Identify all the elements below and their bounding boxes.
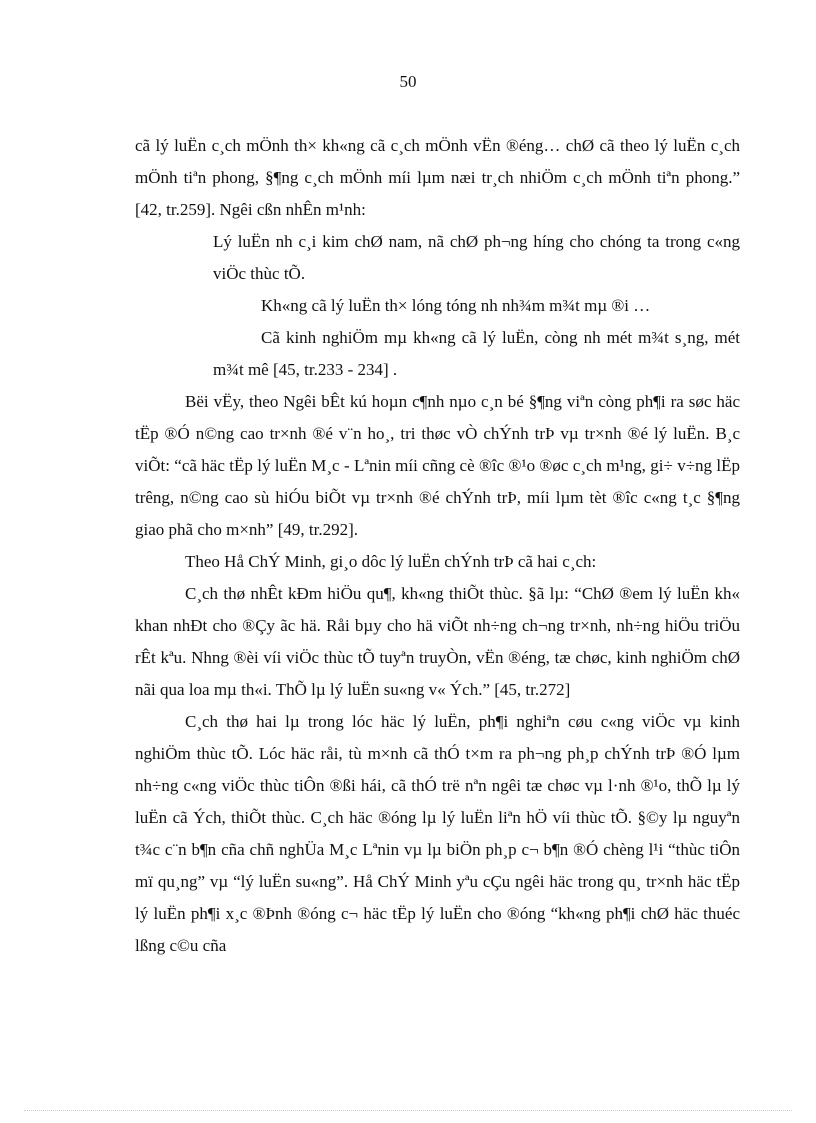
page-number: 50 — [399, 72, 417, 91]
quote-line-3: Cã kinh nghiÖm mµ kh«ng cã lý luËn, còng nh mét m¾t s¸ng, mét m¾t mê [45, tr.233 - 234] . — [213, 328, 740, 379]
paragraph-5: C¸ch thø hai lµ trong lóc häc lý luËn, ph¶i nghiªn cøu c«ng viÖc vµ kinh nghiÖm thùc tÕ. Lóc häc råi, tù m×nh cã thÓ t×m ra ph¬ng ph¸p chÝnh trÞ ®Ó lµm nh÷ng c«ng viÖc thùc tiÔn ®ßi hái, cã thÓ trë nªn ngêi tæ chøc vµ l·nh ®¹o, thÕ lµ lý luËn cã Ých, thiÕt thùc. C¸ch häc ®óng lµ lý luËn liªn hÖ víi thùc tÕ. §©y lµ nguyªn t¾c c¨n b¶n cña chñ nghÜa M¸c Lªnin vµ lµ biÖn ph¸p c¬ b¶n ®Ó chèng l¹i “thùc tiÔn mï qu¸ng” vµ “lý luËn su«ng”. Hå ChÝ Minh yªu cÇu ngêi häc trong qu¸ tr×nh häc tËp lý luËn ph¶i x¸c ®Þnh ®óng c¬ häc tËp lý luËn cho ®óng “kh«ng ph¶i chØ häc thuéc lßng c©u cña — [135, 712, 740, 955]
block-quote — [213, 226, 740, 386]
quote-line-1: Lý luËn nh c¸i kim chØ nam, nã chØ ph¬ng híng cho chóng ta trong c«ng viÖc thùc tÕ. — [213, 232, 740, 283]
page-bottom-rule — [24, 1110, 792, 1111]
paragraph-1: cã lý luËn c¸ch mÖnh th× kh«ng cã c¸ch mÖnh vËn ®éng… chØ cã theo lý luËn c¸ch mÖnh tiªn phong, §¶ng c¸ch mÖnh míi lµm næi tr¸ch nhiÖm c¸ch mÖnh tiªn phong.” [42, tr.259]. Ngêi cßn nhÊn m¹nh: — [135, 136, 740, 219]
quote-line-2: Kh«ng cã lý luËn th× lóng tóng nh nh¾m m¾t mµ ®i … — [261, 296, 651, 315]
paragraph-4: C¸ch thø nhÊt kÐm hiÖu qu¶, kh«ng thiÕt thùc. §ã lµ: “ChØ ®em lý luËn kh« khan nhÐt cho ®Çy ãc hä. Råi bµy cho hä viÕt nh÷ng ch¬ng tr×nh, nh÷ng hiÖu triÖu rÊt kªu. Nhng ®èi víi viÖc thùc tÕ tuyªn truyÒn, vËn ®éng, tæ chøc, kinh nghiÖm chØ nãi qua loa mµ th«i. ThÕ lµ lý luËn su«ng v« Ých.” [45, tr.272] — [135, 584, 740, 699]
paragraph-3: Theo Hå ChÝ Minh, gi¸o dôc lý luËn chÝnh trÞ cã hai c¸ch: — [185, 552, 597, 571]
body-text — [135, 130, 740, 962]
paragraph-2: Bëi vËy, theo Ngêi bÊt kú hoµn c¶nh nµo c¸n bé §¶ng viªn còng ph¶i ra søc häc tËp ®Ó n©ng cao tr×nh ®é v¨n ho¸, tri thøc vÒ chÝnh trÞ vµ tr×nh ®é lý luËn. B¸c viÕt: “cã häc tËp lý luËn M¸c - Lªnin míi cñng cè ®îc ®¹o ®øc c¸ch m¹ng, gi÷ v÷ng lËp trêng, n©ng cao sù hiÓu biÕt vµ tr×nh ®é chÝnh trÞ, míi lµm tèt ®îc c«ng t¸c §¶ng giao phã cho m×nh” [49, tr.292]. — [135, 392, 740, 539]
